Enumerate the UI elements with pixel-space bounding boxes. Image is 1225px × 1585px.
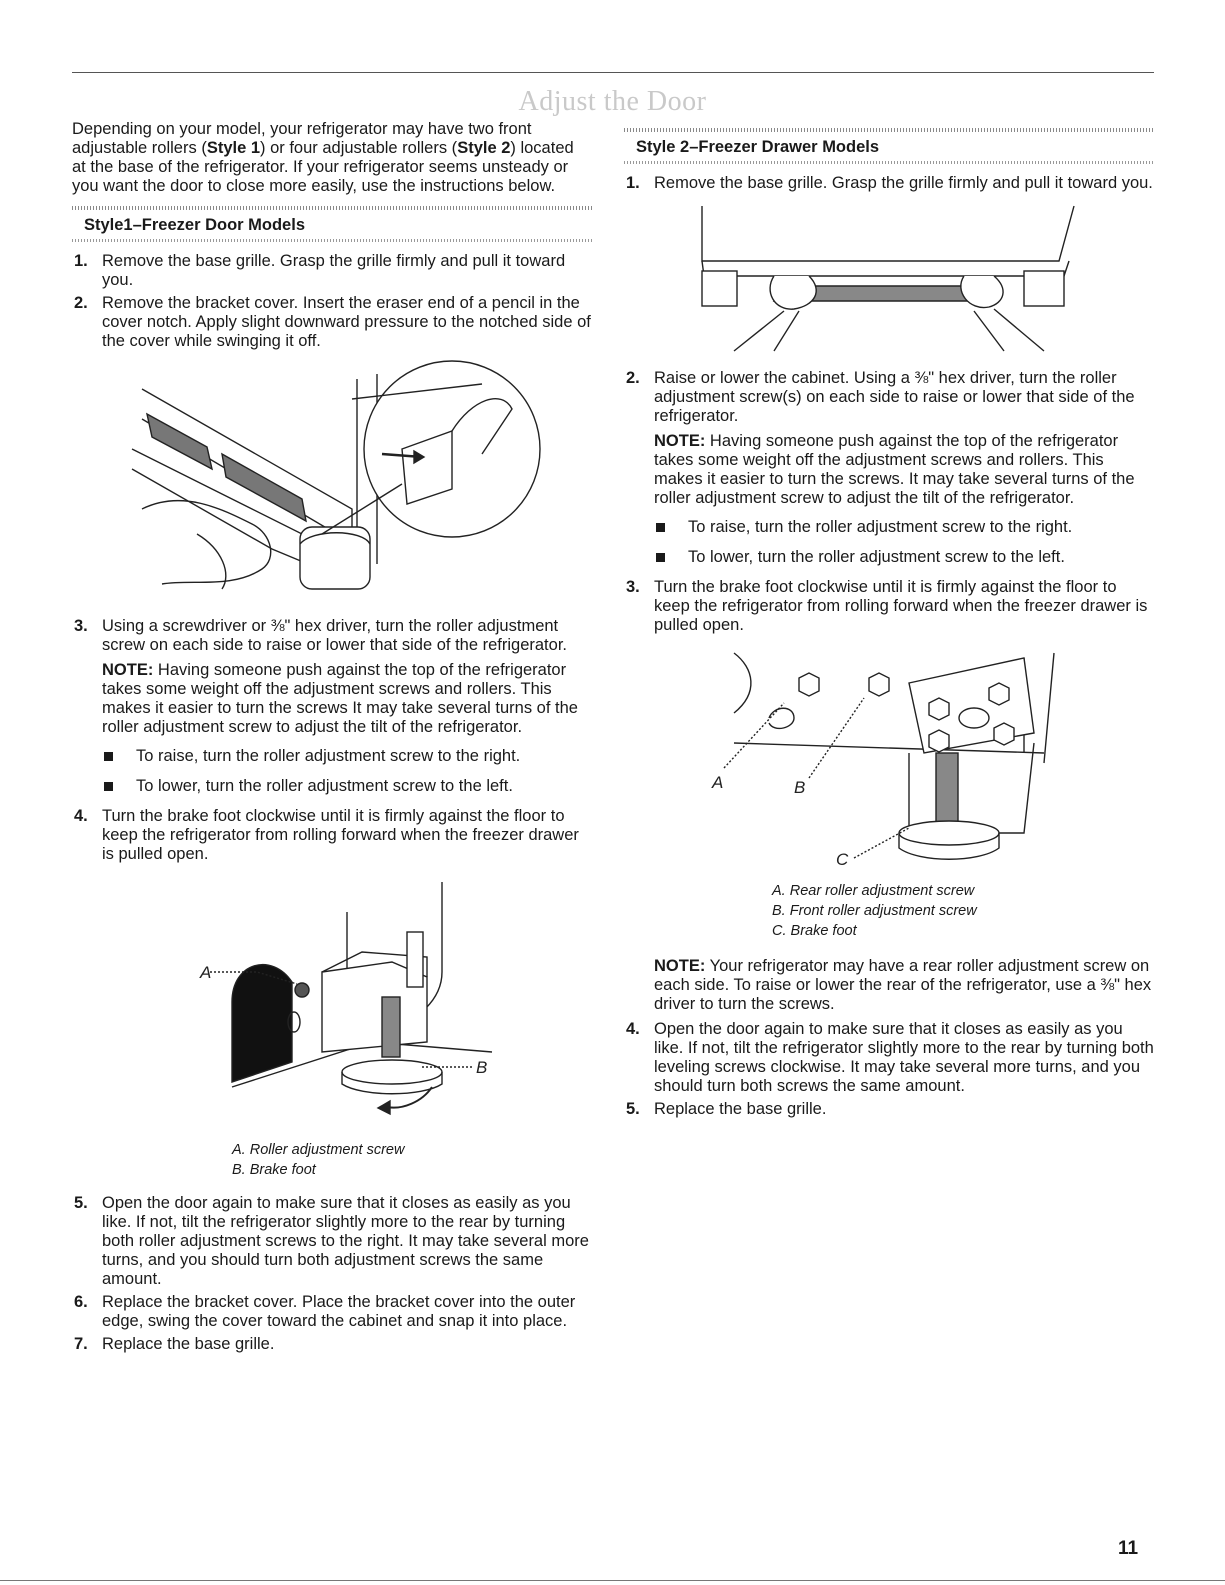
step-5: 5. Replace the base grille. [626,1100,827,1118]
step-5: 5. Open the door again to make sure that it closes as easily as you like. If not, tilt the refrigerator slightly more to the rear by turning both roller adjustment screws to the right. It may take several more turns, and you should turn both adjustment screws the same amount. [74,1194,589,1288]
label-b: B [794,778,806,797]
bullet-item: To raise, turn the roller adjustment screw to the right. [654,518,1154,537]
section-rule [72,206,592,210]
step-3: 3. Turn the brake foot clockwise until it is firmly against the floor to keep the refrigerator from rolling forward when the freezer drawer is pulled open. [626,578,1148,634]
intro-paragraph: Depending on your model, your refrigerator may have two front adjustable rollers (Style 1) or four adjustable rollers (Style 2) located at the base of the refrigerator. If your refrigerator seems unsteady or you want the door to close more easily, use the instructions below. [72,120,574,195]
step-6: 6. Replace the bracket cover. Place the bracket cover into the outer edge, swing the cover toward the cabinet and snap it into place. [74,1293,576,1330]
base-grille-illustration [624,201,1154,361]
bullet-list [654,518,1154,567]
step-3: 3. Using a screwdriver or ⅜" hex driver, turn the roller adjustment screw on each side to raise or lower that side of the refrigerator. NOTE: Having someone push against the top of the refrigerator takes some weight off the adjustment screws and rollers. This makes it easier to turn the screws It may take several turns of the roller adjustment screw to adjust the tilt of the refrigerator. To raise, turn the roller adjustment screw to the right. To lower, turn the roller adjustment screw to the left. [72,617,592,796]
figure-caption: A. Roller adjustment screw B. Brake foot [232,1142,405,1178]
right-column [624,120,1154,1123]
step-2: 2. Remove the bracket cover. Insert the eraser end of a pencil in the cover notch. Apply slight downward pressure to the notched side of the cover while swinging it off. [74,294,591,350]
bullet-list [102,747,592,796]
rear-roller-illustration [624,643,1154,873]
style2-steps [624,174,1154,193]
page-title: Adjust the Door [518,86,707,117]
style1-steps-final [72,1194,592,1354]
style1-heading: Style1–Freezer Door Models [84,216,305,234]
bullet-item: To raise, turn the roller adjustment screw to the right. [102,747,592,766]
note: NOTE: Having someone push against the top of the refrigerator takes some weight off the adjustment screws and rollers. This makes it easier to turn the screws It may take several turns of the roller adjustment screw to adjust the tilt of the refrigerator. [102,661,578,736]
step-2: 2. Raise or lower the cabinet. Using a ⅜" hex driver, turn the roller adjustment screw(s) on each side to raise or lower that side of the refrigerator. NOTE: Having someone push against the top of the refrigerator takes some weight off the adjustment screws and rollers. This makes it easier to turn the screws. It may take several turns of the roller adjustment screw to adjust the tilt of the refrigerator. To raise, turn the roller adjustment screw to the right. To lower, turn the roller adjustment screw to the left. [624,369,1154,567]
step-1: 1. Remove the base grille. Grasp the grille firmly and pull it toward you. [74,252,566,289]
bullet-item: To lower, turn the roller adjustment screw to the left. [654,548,1154,567]
figure-caption: A. Rear roller adjustment screw B. Front roller adjustment screw C. Brake foot [772,883,977,939]
bracket-cover-illustration [72,359,592,609]
label-c: C [836,850,849,869]
label-a: A [200,963,212,982]
section-rule [72,239,592,242]
roller-brake-illustration [72,872,592,1132]
style2-steps-continued [624,369,1154,635]
style2-steps-final [624,1020,1154,1119]
step-1: 1. Remove the base grille. Grasp the grille firmly and pull it toward you. [626,174,1153,192]
label-a: A [712,773,724,792]
section-rule [624,161,1154,164]
bullet-item: To lower, turn the roller adjustment screw to the left. [102,777,592,796]
section-rule [624,128,1154,132]
note: NOTE: Having someone push against the top of the refrigerator takes some weight off the adjustment screws and rollers. This makes it easier to turn the screws. It may take several turns of the roller adjustment screw to adjust the tilt of the refrigerator. [654,432,1135,507]
left-column [72,120,592,1358]
style1-steps-continued [72,617,592,864]
style2-heading: Style 2–Freezer Drawer Models [636,138,880,156]
note-rear-roller: NOTE: Your refrigerator may have a rear roller adjustment screw on each side. To raise or lower the rear of the refrigerator, use a ⅜" hex driver to turn the screws. [654,957,1152,1013]
label-b: B [476,1058,488,1077]
top-rule [72,72,1154,73]
page-number: 11 [1118,1538,1139,1559]
style1-steps [72,252,592,351]
step-4: 4. Open the door again to make sure that it closes as easily as you like. If not, tilt the refrigerator slightly more to the rear by turning both leveling screws clockwise. It may take several more turns, and you should turn both screws the same amount. [626,1020,1154,1095]
bottom-rule [0,1580,1225,1581]
step-4: 4. Turn the brake foot clockwise until it is firmly against the floor to keep the refrigerator from rolling forward when the freezer drawer is pulled open. [74,807,579,863]
step-7: 7. Replace the base grille. [74,1335,275,1353]
